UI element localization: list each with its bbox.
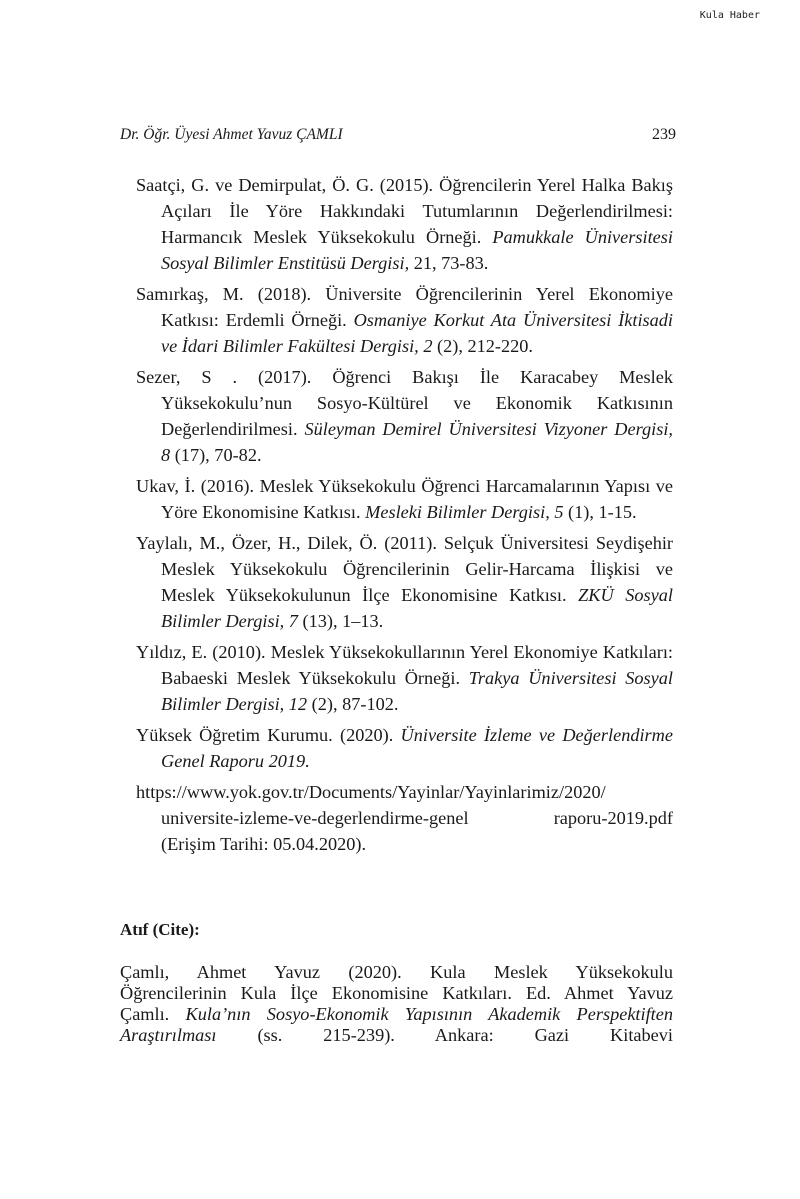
reference-entry: Sezer, S . (2017). Öğrenci Bakışı İle Karacabey Meslek Yüksekokulu’nun Sosyo-Kültürel ve Ekonomik Katkısının Değerlendirilmesi. Süleyman Demirel Üniversitesi Vizyoner Dergisi, 8 (17), 70-82. [136,367,673,465]
cite-line: Öğrencilerinin Kula İlçe Ekonomisine Katkıları. Ed. Ahmet Yavuz [120,983,673,1003]
reference-entry: Yaylalı, M., Özer, H., Dilek, Ö. (2011). Selçuk Üniversitesi Seydişehir Meslek Yüksekokulu Öğrencilerinin Gelir-Harcama İlişkisi ve Meslek Yüksekokulunun İlçe Ekonomisine Katkısı. ZKÜ Sosyal Bilimler Dergisi, 7 (13), 1–13. [136,533,673,631]
cite-line: Çamlı, Ahmet Yavuz (2020). Kula Meslek Yüksekokulu [120,962,673,982]
reference-entry: Ukav, İ. (2016). Meslek Yüksekokulu Öğrenci Harcamalarının Yapısı ve Yöre Ekonomisine Katkısı. Mesleki Bilimler Dergisi, 5 (1), 1-15. [136,476,673,522]
reference-entry: Saatçi, G. ve Demirpulat, Ö. G. (2015). Öğrencilerin Yerel Halka Bakış Açıları İle Yöre Hakkındaki Tutumlarının Değerlendirilmesi: Harmancık Meslek Yüksekokulu Örneği. Pamukkale Üniversitesi Sosyal Bilimler Enstitüsü Dergisi, 21, 73-83. [136,175,673,273]
cite-line: Araştırılması (ss. 215-239). Ankara: Gazi Kitabevi [120,1025,673,1045]
cite-paragraph [120,962,673,1046]
reference-url-continued[interactable]: universite-izleme-ve-degerlendirme-genel raporu-2019.pdf [161,808,673,828]
running-head: Dr. Öğr. Üyesi Ahmet Yavuz ÇAMLI [120,126,343,143]
cite-heading: Atıf (Cite): [120,920,200,939]
cite-line: Çamlı. Kula’nın Sosyo-Ekonomik Yapısının Akademik Perspektiften [120,1004,674,1024]
reference-list [136,172,673,862]
reference-url-entry [136,779,673,857]
access-date: (Erişim Tarihi: 05.04.2020). [161,834,367,854]
reference-entry: Yıldız, E. (2010). Meslek Yüksekokullarının Yerel Ekonomiye Katkıları: Babaeski Meslek Yüksekokulu Örneği. Trakya Üniversitesi Sosyal Bilimler Dergisi, 12 (2), 87-102. [136,642,673,714]
reference-entry: Yüksek Öğretim Kurumu. (2020). Üniversite İzleme ve Değerlendirme Genel Raporu 2019. [136,725,673,771]
reference-entry: Samırkaş, M. (2018). Üniversite Öğrencilerinin Yerel Ekonomiye Katkısı: Erdemli Örneği. Osmaniye Korkut Ata Üniversitesi İktisadi ve İdari Bilimler Fakültesi Dergisi, 2 (2), 212-220. [136,284,673,356]
reference-url[interactable]: https://www.yok.gov.tr/Documents/Yayinlar/Yayinlarimiz/2020/ [136,782,606,802]
page-number: 239 [652,126,676,143]
corner-tag: Kula Haber [699,10,760,21]
